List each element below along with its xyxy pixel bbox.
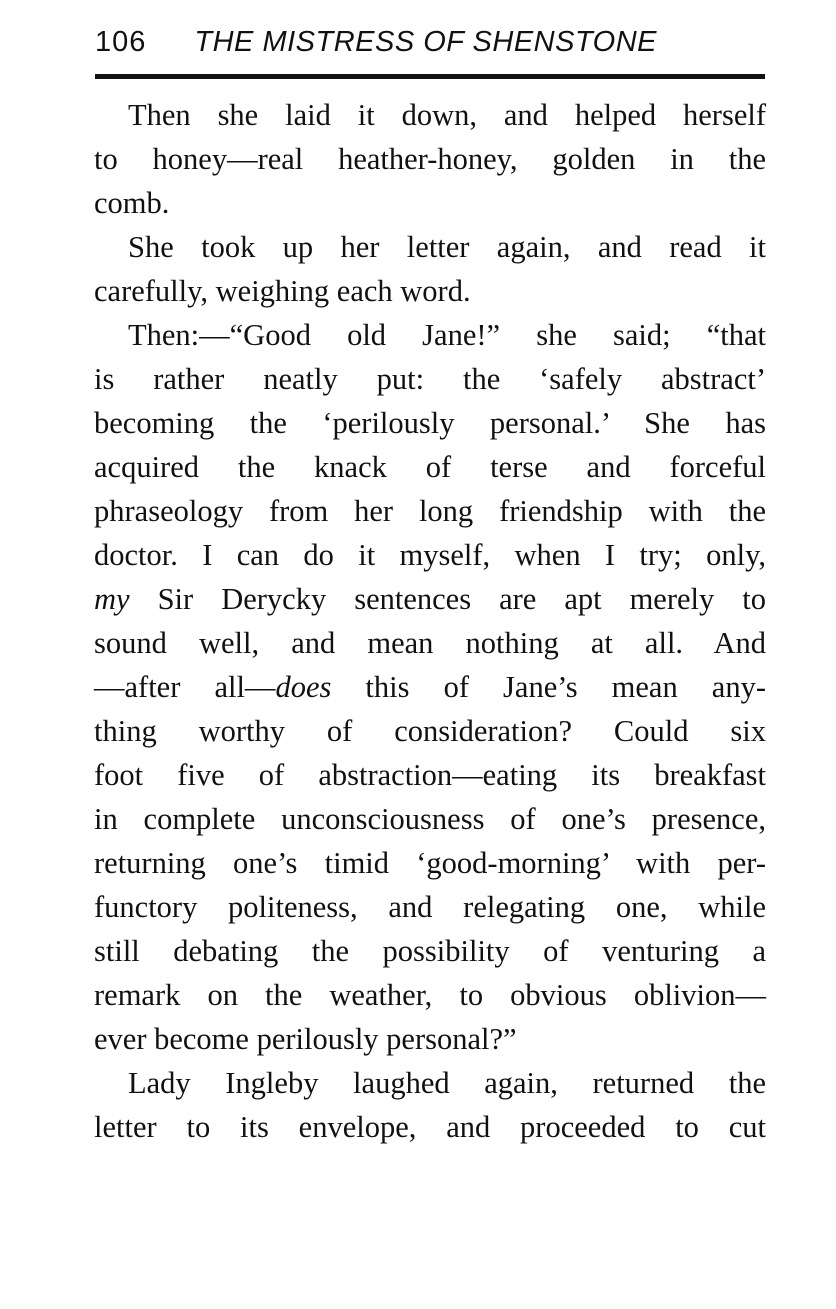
- text-line: still debating the possibility of venturing a: [94, 934, 766, 968]
- text-line: thing worthy of consideration? Could six: [94, 714, 766, 748]
- line-start: —after all—: [94, 670, 276, 704]
- text-line: becoming the ‘perilously personal.’ She has: [94, 406, 766, 440]
- text-line: functory politeness, and relegating one, while: [94, 890, 766, 924]
- text-line: Lady Ingleby laughed again, returned the: [128, 1066, 766, 1100]
- body-text: [94, 93, 766, 1149]
- text-line: Then:—“Good old Jane!” she said; “that: [128, 318, 766, 352]
- text-line: in complete unconsciousness of one’s presence,: [94, 802, 766, 836]
- text-line: doctor. I can do it myself, when I try; only,: [94, 538, 766, 572]
- text-line: ever become perilously personal?”: [94, 1022, 517, 1056]
- text-line: remark on the weather, to obvious oblivion—: [94, 978, 766, 1012]
- text-line: [94, 665, 766, 709]
- text-line: sound well, and mean nothing at all. And: [94, 626, 766, 660]
- line-rest: this of Jane’s mean any-: [331, 670, 766, 704]
- page-number: 106: [95, 26, 147, 58]
- text-line: comb.: [94, 186, 170, 220]
- text-line: [94, 577, 766, 621]
- header-rule: [95, 74, 765, 79]
- book-title: THE MISTRESS OF SHENSTONE: [194, 26, 657, 58]
- text-line: is rather neatly put: the ‘safely abstract’: [94, 362, 766, 396]
- italic-word: my: [94, 582, 130, 616]
- text-line: letter to its envelope, and proceeded to cut: [94, 1110, 766, 1144]
- text-line: carefully, weighing each word.: [94, 274, 471, 308]
- text-line: to honey—real heather-honey, golden in the: [94, 142, 766, 176]
- text-line: returning one’s timid ‘good-morning’ with per-: [94, 846, 766, 880]
- text-line: phraseology from her long friendship with the: [94, 494, 766, 528]
- text-line: acquired the knack of terse and forceful: [94, 450, 766, 484]
- text-line: Then she laid it down, and helped herself: [128, 98, 766, 132]
- text-line: She took up her letter again, and read it: [128, 230, 766, 264]
- italic-word: does: [275, 670, 332, 704]
- text-line: foot five of abstraction—eating its breakfast: [94, 758, 766, 792]
- running-head: [95, 22, 765, 62]
- line-rest: Sir Derycky sentences are apt merely to: [129, 582, 766, 616]
